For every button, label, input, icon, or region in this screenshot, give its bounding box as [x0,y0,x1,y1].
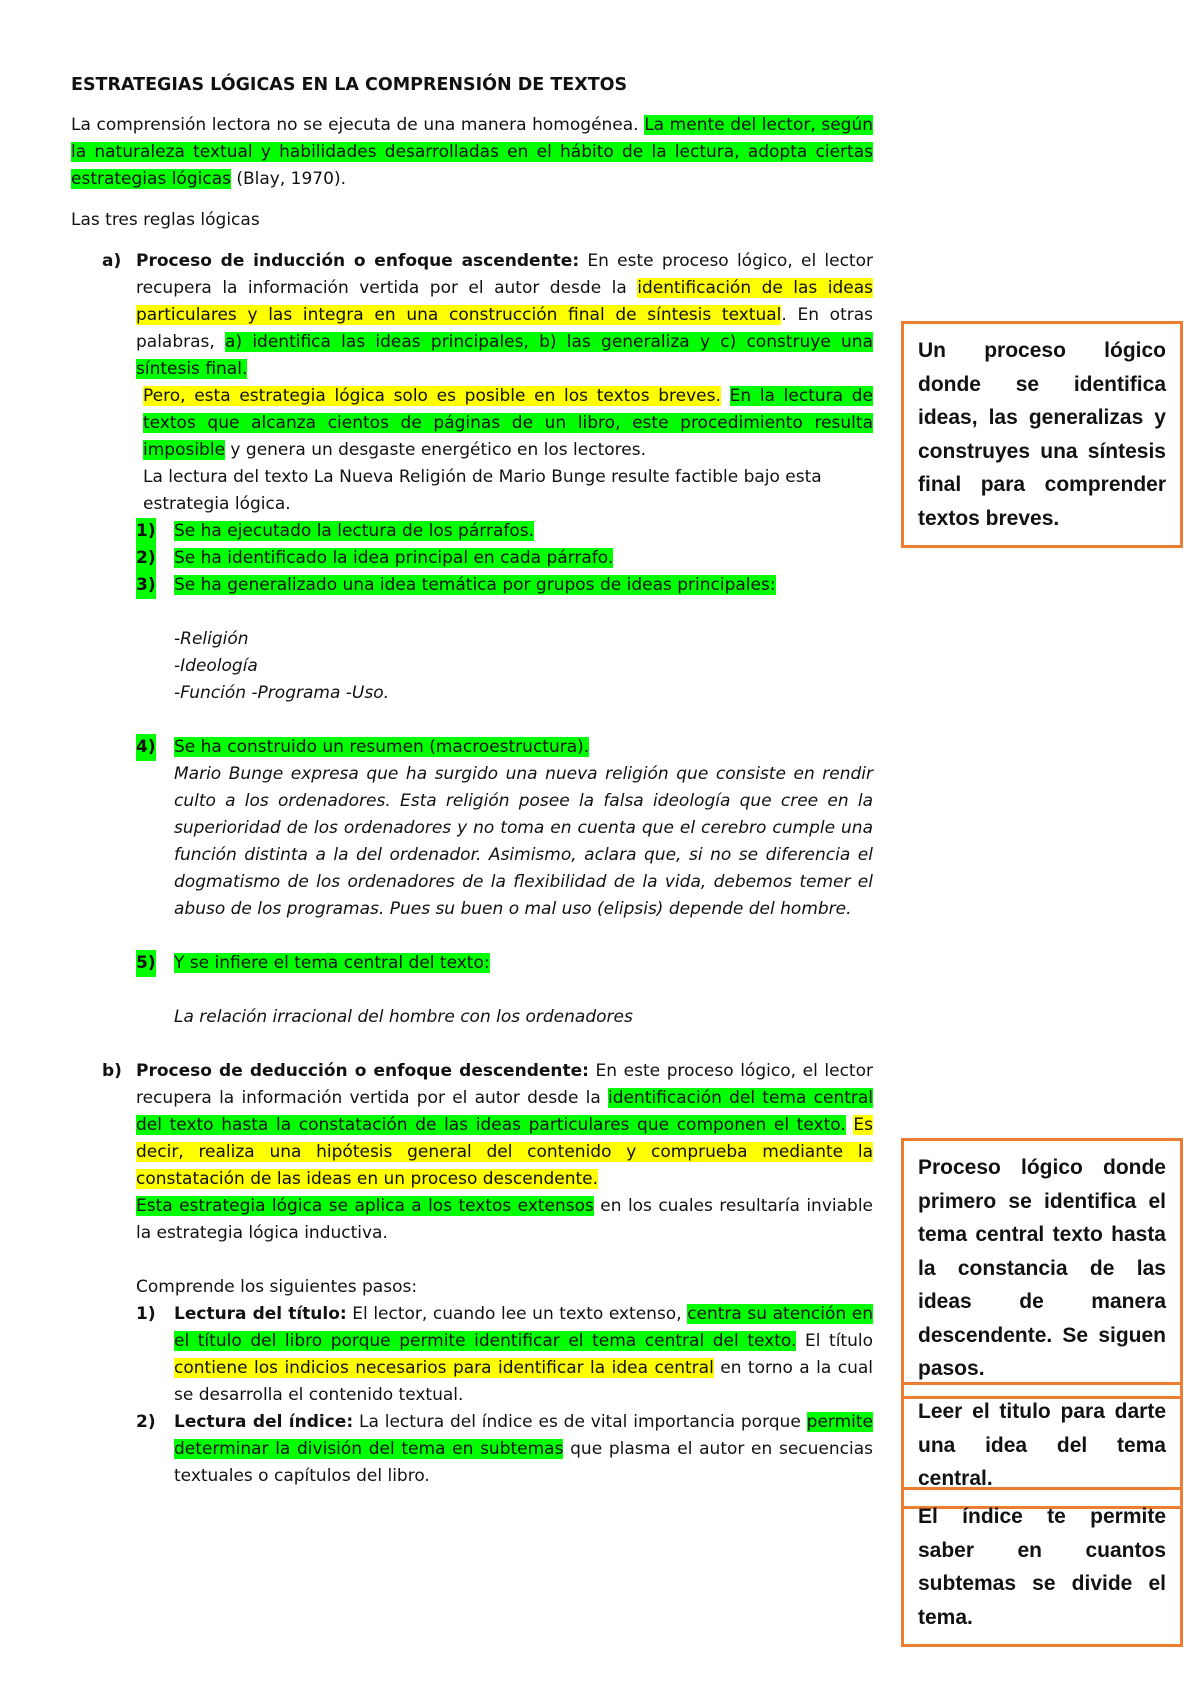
section-b-highlight-yellow: Es decir, realiza una hipótesis general del contenido y comprueba mediante la constatación de las ideas en un proceso descendente. [136,1115,874,1189]
step-number: 4) [136,734,156,761]
main-text-column [71,72,873,1490]
step-text-2: que plasma el autor en secuencias textuales o capítulos del libro. [174,1439,873,1486]
step-title: Lectura del título: [174,1304,347,1324]
spacer [71,923,873,950]
section-a-highlight-yellow: identificación de las ideas particulares y las integra en una construcción final de síntesis textual [136,278,874,325]
section-a-label: a) [102,251,122,271]
section-a-text: En este proceso lógico, el lector recupera la información vertida por el autor desde la [136,251,873,298]
intro-paragraph [71,112,873,193]
spacer [71,977,873,1004]
step-number: 3) [136,572,156,599]
step-text: Se ha construido un resumen (macroestructura). [174,737,590,757]
section-b-highlight-green-2: Esta estrategia lógica se aplica a los textos extensos [136,1196,594,1216]
bunge-paragraph: La lectura del texto La Nueva Religión de Mario Bunge resulte factible bajo esta estrategia lógica. [143,467,822,514]
note-index: El índice te permite saber en cuantos subtemas se divide el tema. [901,1487,1183,1647]
intro-citation: (Blay, 1970). [230,169,346,189]
step-text: El lector, cuando lee un texto extenso, [346,1304,688,1324]
step-text-2: El título [796,1331,873,1351]
section-a-limits-paragraph [71,383,873,464]
step-b-2 [71,1409,873,1490]
limits-highlight-yellow: Pero, esta estrategia lógica solo es posible en los textos breves. [143,386,721,406]
step-text: Se ha generalizado una idea temática por grupos de ideas principales: [174,575,776,595]
section-b [71,1058,873,1301]
step-title: Lectura del índice: [174,1412,354,1432]
step-b-1 [71,1301,873,1409]
step-number: 5) [136,950,156,977]
step-a-3 [71,572,873,599]
section-a-highlight-green: a) identifica las ideas principales, b) las generaliza y c) construye una síntesis final. [136,332,873,379]
step-number: 1) [136,1304,156,1324]
section-a-text-2: . En otras palabras, [136,305,873,352]
step-text: La lectura del índice es de vital importancia porque [353,1412,807,1432]
section-b-paragraph [136,1058,873,1193]
theme-item: -Religión [174,629,249,649]
steps-intro: Comprende los siguientes pasos: [136,1277,418,1297]
limits-highlight-green: En la lectura de textos que alcanza cientos de páginas de un libro, este procedimiento resulta imposible [143,386,873,460]
document-title: ESTRATEGIAS LÓGICAS EN LA COMPRENSIÓN DE TEXTOS [71,75,628,95]
section-a-heading: Proceso de inducción o enfoque ascendente: [136,251,580,271]
limits-space [721,386,730,406]
section-b-text-2: en los cuales resultaría inviable la estrategia lógica inductiva. [136,1196,874,1243]
rules-heading: Las tres reglas lógicas [71,210,260,230]
step-text: Se ha ejecutado la lectura de los párrafos. [174,521,535,541]
spacer [71,707,873,734]
limits-text: y genera un desgaste energético en los lectores. [225,440,646,460]
step-highlight-green: permite determinar la división del tema en subtemas [174,1412,874,1459]
step-number: 2) [136,545,156,572]
section-b-heading: Proceso de deducción o enfoque descendente: [136,1061,589,1081]
section-b-paragraph-2 [136,1193,873,1247]
spacer [71,599,873,626]
section-b-text: En este proceso lógico, el lector recupera la información vertida por el autor desde la [136,1061,873,1108]
summary-paragraph: Mario Bunge expresa que ha surgido una nueva religión que consiste en rendir culto a los ordenadores. Esta religión posee la falsa ideología que cree en la superioridad de los ordenadores y no toma en cuenta que el cerebro cumple una función distinta a la del ordenador. Asimismo, aclara que, si no se diferencia el dogmatismo de los ordenadores de la flexibilidad de la vida, debemos temer el abuso de los programas. Pues su buen o mal uso (elipsis) depende del hombre. [174,764,873,919]
step-a-1 [71,518,873,545]
section-a-paragraph [136,248,873,383]
spacer [71,1031,873,1058]
section-b-label: b) [102,1061,122,1081]
intro-text: La comprensión lectora no se ejecuta de una manera homogénea. [71,115,645,135]
note-deduction: Proceso lógico donde primero se identifica el tema central texto hasta la constancia de las ideas de manera descendente. Se siguen pasos. [901,1138,1183,1399]
step-highlight-green: centra su atención en el título del libro porque permite identificar el tema central del texto. [174,1304,873,1351]
step-text-3: en torno a la cual se desarrolla el contenido textual. [174,1358,873,1405]
step-a-5 [71,950,873,977]
step-a-2 [71,545,873,572]
section-a [71,248,873,383]
spacer [136,1247,873,1274]
step-number: 2) [136,1412,156,1432]
section-b-highlight-green: identificación del tema central del texto hasta la constatación de las ideas particulares que componen el texto. [136,1088,874,1135]
intro-highlight: La mente del lector, según la naturaleza textual y habilidades desarrolladas en el hábito de la lectura, adopta ciertas estrategias lógicas [71,115,873,189]
note-title: Leer el titulo para darte una idea del tema central. [901,1382,1183,1509]
theme-item: -Función -Programa -Uso. [174,683,390,703]
step-number: 1) [136,518,156,545]
step-text: Se ha identificado la idea principal en cada párrafo. [174,548,614,568]
step-highlight-yellow: contiene los indicios necesarios para identificar la idea central [174,1358,714,1378]
central-theme: La relación irracional del hombre con los ordenadores [174,1007,633,1027]
step-text: Y se infiere el tema central del texto: [174,953,490,973]
theme-item: -Ideología [174,656,258,676]
step-a-4 [71,734,873,761]
note-induction: Un proceso lógico donde se identifica ideas, las generalizas y construyes una síntesis final para comprender textos breves. [901,321,1183,548]
